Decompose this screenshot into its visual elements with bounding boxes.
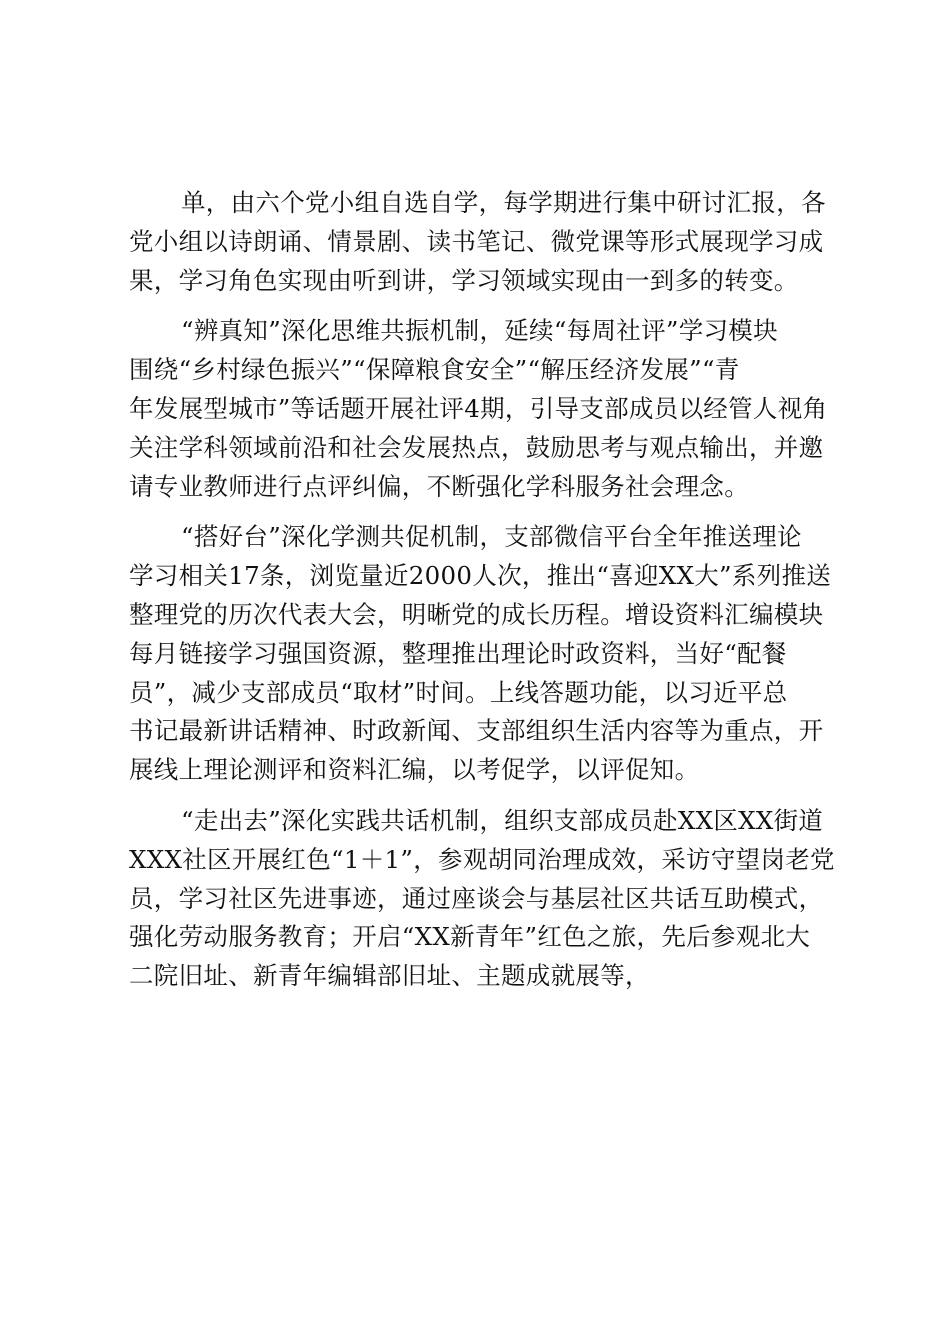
- text-line: 员，学习社区先进事迹，通过座谈会与基层社区共话互助模式，: [129, 883, 824, 913]
- paragraph-1: [129, 184, 849, 300]
- paragraph-3: [129, 518, 849, 790]
- text-line: 围绕“乡村绿色振兴”“保障粮食安全”“解压经济发展”“青: [129, 355, 740, 385]
- text-line: 二院旧址、新青年编辑部旧址、主题成就展等，: [129, 961, 650, 991]
- text-line: “搭好台”深化学测共促机制，支部微信平台全年推送理论: [181, 522, 802, 552]
- text-line: 整理党的历次代表大会，明晰党的成长历程。增设资料汇编模块: [129, 599, 824, 629]
- text-line: 请专业教师进行点评纠偏，不断强化学科服务社会理念。: [129, 471, 749, 501]
- text-line: 学习相关17条，浏览量近2000人次，推出“喜迎XX大”系列推送: [129, 561, 832, 591]
- text-line: 强化劳动服务教育；开启“XX新青年”红色之旅，先后参观北大: [129, 922, 811, 952]
- text-line: 每月链接学习强国资源，整理推出理论时政资料，当好“配餐: [129, 638, 787, 668]
- text-line: “走出去”深化实践共话机制，组织支部成员赴XX区XX街道: [181, 805, 824, 835]
- document-body: [129, 184, 849, 996]
- paragraph-2: [129, 312, 849, 506]
- paragraph-4: [129, 802, 849, 996]
- text-line: 展线上理论测评和资料汇编，以考促学，以评促知。: [129, 755, 700, 785]
- text-line: “辨真知”深化思维共振机制，延续“每周社评”学习模块: [181, 316, 778, 346]
- text-line: 年发展型城市”等话题开展社评4期，引导支部成员以经管人视角: [129, 393, 828, 423]
- text-line: XXX社区开展红色“1＋1”，参观胡同治理成效，采访守望岗老党: [129, 844, 835, 874]
- text-line: 书记最新讲话精神、时政新闻、支部组织生活内容等为重点，开: [129, 716, 824, 746]
- text-line: 关注学科领域前沿和社会发展热点，鼓励思考与观点输出，并邀: [129, 432, 824, 462]
- text-line: 果，学习角色实现由听到讲，学习领域实现由一到多的转变。: [129, 265, 799, 295]
- text-line: 员”，减少支部成员“取材”时间。上线答题功能，以习近平总: [129, 677, 788, 707]
- text-line: 党小组以诗朗诵、情景剧、读书笔记、微党课等形式展现学习成: [129, 226, 824, 256]
- text-line: 单，由六个党小组自选自学，每学期进行集中研讨汇报，各: [181, 188, 826, 217]
